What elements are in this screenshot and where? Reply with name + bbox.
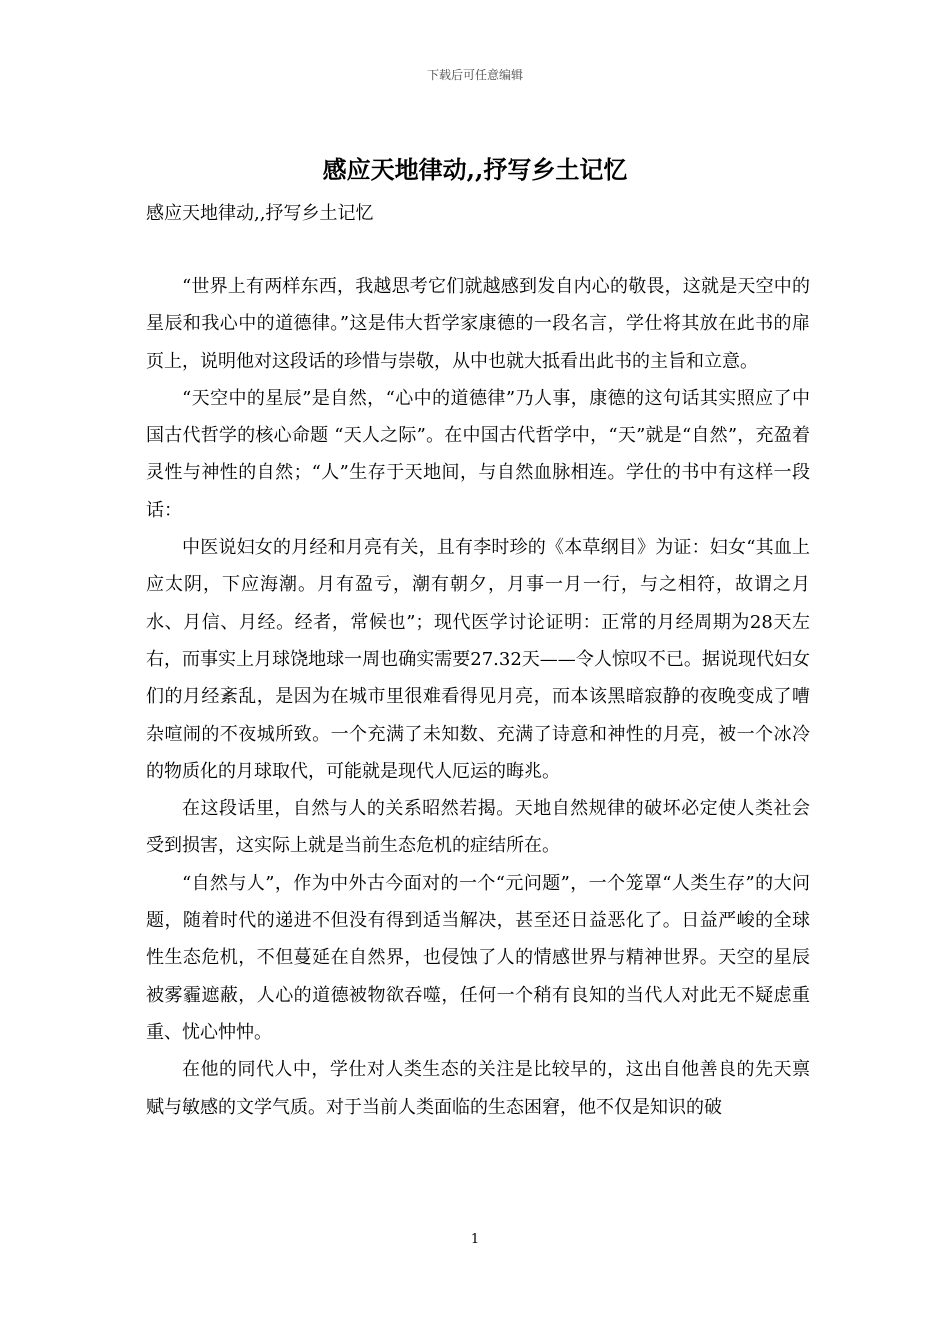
page-header-note: 下载后可任意编辑 xyxy=(426,68,523,82)
document-body xyxy=(146,268,810,1126)
paragraph: 在这段话里，自然与人的关系昭然若揭。天地自然规律的破坏必定使人类社会受到损害，这实际上就是当前生态危机的症结所在。 xyxy=(146,798,810,857)
paragraph: “世界上有两样东西，我越思考它们就越感到发自内心的敬畏，这就是天空中的星辰和我心中的道德律。”这是伟大哲学家康德的一段名言，学仕将其放在此书的扉页上，说明他对这段话的珍惜与崇敬，从中也就大抵看出此书的主旨和立意。 xyxy=(146,276,810,372)
paragraph: “天空中的星辰”是自然，“心中的道德律”乃人事，康德的这句话其实照应了中国古代哲学的核心命题 “天人之际”。在中国古代哲学中，“天”就是“自然”，充盈着灵性与神性的自然；“人”生存于天地间，与自然血脉相连。学仕的书中有这样一段话： xyxy=(146,387,810,521)
paragraph: 在他的同代人中，学仕对人类生态的关注是比较早的，这出自他善良的先天禀赋与敏感的文学气质。对于当前人类面临的生态困窘，他不仅是知识的破 xyxy=(146,1059,810,1118)
document-title: 感应天地律动,,抒写乡土记忆 xyxy=(322,155,628,184)
page-number: 1 xyxy=(470,1232,480,1247)
paragraph: 中医说妇女的月经和月亮有关，且有李时珍的《本草纲目》为证：妇女“其血上应太阴，下应海潮。月有盈亏，潮有朝夕，月事一月一行，与之相符，故谓之月水、月信、月经。经者，常候也”；现代医学讨论证明：正常的月经周期为28天左右，而事实上月球饶地球一周也确实需要27.32天——令人惊叹不已。据说现代妇女们的月经紊乱，是因为在城市里很难看得见月亮，而本该黑暗寂静的夜晚变成了嘈杂喧闹的不夜城所致。一个充满了未知数、充满了诗意和神性的月亮，被一个冰冷的物质化的月球取代，可能就是现代人厄运的晦兆。 xyxy=(146,537,810,782)
paragraph: “自然与人”，作为中外古今面对的一个“元问题”，一个笼罩“人类生存”的大问题，随着时代的递进不但没有得到适当解决，甚至还日益恶化了。日益严峻的全球性生态危机，不但蔓延在自然界，也侵蚀了人的情感世界与精神世界。天空的星辰被雾霾遮蔽，人心的道德被物欲吞噬，任何一个稍有良知的当代人对此无不疑虑重重、忧心忡忡。 xyxy=(146,872,810,1043)
document-subtitle: 感应天地律动,,抒写乡土记忆 xyxy=(146,203,374,224)
